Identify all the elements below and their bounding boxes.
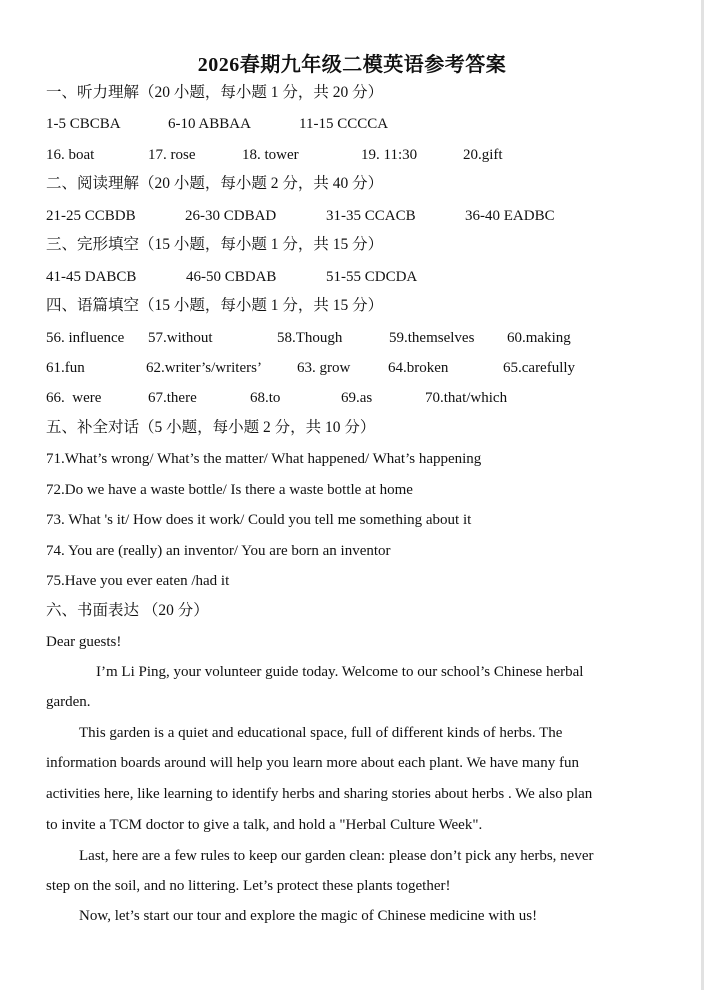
passage-answer-70: 70.that/which <box>425 390 508 406</box>
writing-paragraph-2-line-3: activities here, like learning to identify herbs and sharing stories about herbs . We also plan <box>46 786 593 802</box>
section-cloze-heading: 三、完形填空（15 小题，每小题 1 分，共 15 分） <box>46 236 384 253</box>
writing-paragraph-1-line-1: I’m Li Ping, your volunteer guide today. Welcome to our school’s Chinese herbal <box>96 664 584 680</box>
passage-answer-67: 67.there <box>148 390 197 406</box>
passage-answer-62: 62.writer’s/writers’ <box>146 360 262 376</box>
cloze-answer-51-55: 51-55 CDCDA <box>326 269 418 285</box>
writing-greeting: Dear guests! <box>46 634 122 650</box>
passage-answer-58: 58.Though <box>277 330 343 346</box>
passage-answer-56: 56. influence <box>46 330 125 346</box>
reading-answer-36-40: 36-40 EADBC <box>465 208 555 224</box>
writing-paragraph-3-line-1: Last, here are a few rules to keep our garden clean: please don’t pick any herbs, never <box>79 848 594 864</box>
reading-answer-26-30: 26-30 CDBAD <box>185 208 277 224</box>
passage-answer-65: 65.carefully <box>503 360 576 376</box>
listening-answer-17: 17. rose <box>148 147 196 163</box>
section-passage-heading: 四、语篇填空（15 小题，每小题 1 分，共 15 分） <box>46 297 384 314</box>
passage-answer-57: 57.without <box>148 330 213 346</box>
dialogue-answer-72: 72.Do we have a waste bottle/ Is there a waste bottle at home <box>46 482 413 498</box>
writing-paragraph-2-line-4: to invite a TCM doctor to give a talk, and hold a "Herbal Culture Week". <box>46 817 483 833</box>
dialogue-answer-73: 73. What 's it/ How does it work/ Could you tell me something about it <box>46 512 472 528</box>
section-listening-heading: 一、听力理解（20 小题，每小题 1 分，共 20 分） <box>46 84 384 101</box>
section-writing-heading: 六、书面表达 （20 分） <box>46 602 209 619</box>
listening-answer-6-10: 6-10 ABBAA <box>168 116 251 132</box>
listening-answer-11-15: 11-15 CCCCA <box>299 116 389 132</box>
passage-answer-64: 64.broken <box>388 360 449 376</box>
cloze-answer-41-45: 41-45 DABCB <box>46 269 137 285</box>
reading-answer-21-25: 21-25 CCBDB <box>46 208 136 224</box>
writing-paragraph-4-line-1: Now, let’s start our tour and explore the magic of Chinese medicine with us! <box>79 908 538 924</box>
listening-answer-1-5: 1-5 CBCBA <box>46 116 121 132</box>
passage-answer-61: 61.fun <box>46 360 85 376</box>
passage-answer-60: 60.making <box>507 330 571 346</box>
section-dialogue-heading: 五、补全对话（5 小题，每小题 2 分，共 10 分） <box>46 419 376 436</box>
page-title: 2026春期九年级二模英语参考答案 <box>197 54 507 76</box>
cloze-answer-46-50: 46-50 CBDAB <box>186 269 277 285</box>
dialogue-answer-71: 71.What’s wrong/ What’s the matter/ What happened/ What’s happening <box>46 451 482 467</box>
writing-paragraph-2-line-2: information boards around will help you learn more about each plant. We have many fun <box>46 755 579 771</box>
passage-answer-69: 69.as <box>341 390 373 406</box>
passage-answer-63: 63. grow <box>297 360 351 376</box>
writing-paragraph-3-line-2: step on the soil, and no littering. Let’s protect these plants together! <box>46 878 451 894</box>
reading-answer-31-35: 31-35 CCACB <box>326 208 416 224</box>
writing-paragraph-2-line-1: This garden is a quiet and educational space, full of different kinds of herbs. The <box>79 725 563 741</box>
section-reading-heading: 二、阅读理解（20 小题，每小题 2 分，共 40 分） <box>46 175 384 192</box>
listening-answer-20: 20.gift <box>463 147 503 163</box>
listening-answer-19: 19. 11:30 <box>361 147 418 163</box>
passage-answer-59: 59.themselves <box>389 330 475 346</box>
writing-paragraph-1-line-2: garden. <box>46 694 91 710</box>
passage-answer-66: 66. were <box>46 390 102 406</box>
passage-answer-68: 68.to <box>250 390 281 406</box>
listening-answer-18: 18. tower <box>242 147 299 163</box>
dialogue-answer-74: 74. You are (really) an inventor/ You are born an inventor <box>46 543 391 559</box>
listening-answer-16: 16. boat <box>46 147 95 163</box>
dialogue-answer-75: 75.Have you ever eaten /had it <box>46 573 230 589</box>
